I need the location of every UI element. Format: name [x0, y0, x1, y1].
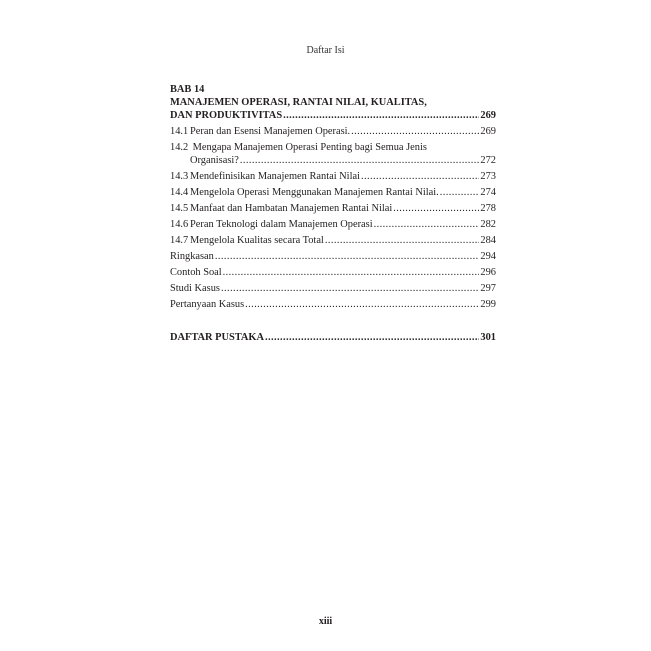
- toc-entry-14-4[interactable]: [170, 186, 496, 199]
- leader-dots: [221, 282, 479, 295]
- page-number: 296: [480, 267, 496, 278]
- page-number: 301: [480, 332, 496, 343]
- leader-dots: [283, 109, 479, 122]
- leader-dots: [440, 186, 480, 199]
- leader-dots: [393, 202, 479, 215]
- page-number: 274: [480, 187, 496, 198]
- section-title: Manfaat dan Hambatan Manajemen Rantai Nilai: [190, 203, 393, 214]
- toc-entry-14-2-line2[interactable]: [170, 154, 496, 167]
- leader-dots: [265, 331, 479, 344]
- toc-entry-14-6[interactable]: [170, 218, 496, 231]
- chapter-title-line1: MANAJEMEN OPERASI, RANTAI NILAI, KUALITAS,: [170, 97, 427, 108]
- section-number: 14.4: [170, 187, 189, 198]
- section-title-cont: Organisasi?: [190, 155, 239, 166]
- page-footer-number: xiii: [318, 616, 333, 627]
- section-number: 14.1: [170, 126, 189, 137]
- section-title: Peran Teknologi dalam Manajemen Operasi: [190, 219, 373, 230]
- toc-entry-chapter[interactable]: [170, 109, 496, 122]
- page-number: 272: [480, 155, 496, 166]
- toc-entry-ringkasan[interactable]: [170, 250, 496, 263]
- running-header: Daftar Isi: [306, 45, 345, 56]
- toc-entry-studi-kasus[interactable]: [170, 282, 496, 295]
- toc-entry-14-5[interactable]: [170, 202, 496, 215]
- section-number: 14.6: [170, 219, 189, 230]
- leader-dots: [374, 218, 480, 231]
- section-number: 14.3: [170, 171, 189, 182]
- leader-dots: [240, 154, 480, 167]
- leader-dots: [223, 266, 480, 279]
- toc-entry-14-1[interactable]: [170, 125, 496, 138]
- page-number: 299: [480, 299, 496, 310]
- chapter-label: BAB 14: [170, 84, 205, 95]
- toc-entry-14-2-line1[interactable]: [170, 141, 496, 154]
- page-number: 278: [480, 203, 496, 214]
- toc-entry-14-3[interactable]: [170, 170, 496, 183]
- page-number: 269: [480, 110, 496, 121]
- page-number: 269: [480, 126, 496, 137]
- section-title: Mengapa Manajemen Operasi Penting bagi Semua Jenis: [192, 142, 427, 153]
- page-number: 282: [480, 219, 496, 230]
- entry-title: Contoh Soal: [170, 267, 222, 278]
- section-number: 14.7: [170, 235, 189, 246]
- entry-title: Pertanyaan Kasus: [170, 299, 245, 310]
- toc-entry-daftar-pustaka[interactable]: [170, 331, 496, 344]
- page-number: 297: [480, 283, 496, 294]
- page-number: 273: [480, 171, 496, 182]
- entry-title: Ringkasan: [170, 251, 214, 262]
- chapter-title-line2: DAN PRODUKTIVITAS: [170, 110, 283, 121]
- section-title: Peran dan Esensi Manajemen Operasi.: [190, 126, 351, 137]
- toc-entry-pertanyaan-kasus[interactable]: [170, 298, 496, 311]
- leader-dots: [215, 250, 480, 263]
- entry-title: Studi Kasus: [170, 283, 220, 294]
- entry-title: DAFTAR PUSTAKA: [170, 332, 264, 343]
- section-title: Mendefinisikan Manajemen Rantai Nilai: [190, 171, 360, 182]
- leader-dots: [245, 298, 479, 311]
- toc-entry-contoh-soal[interactable]: [170, 266, 496, 279]
- section-number: 14.2: [170, 142, 189, 153]
- leader-dots: [361, 170, 479, 183]
- leader-dots: [325, 234, 480, 247]
- section-number: 14.5: [170, 203, 189, 214]
- page-number: 294: [480, 251, 496, 262]
- leader-dots: [351, 125, 479, 138]
- section-title: Mengelola Kualitas secara Total: [190, 235, 324, 246]
- page-number: 284: [480, 235, 496, 246]
- toc-entry-14-7[interactable]: [170, 234, 496, 247]
- section-title: Mengelola Operasi Menggunakan Manajemen Rantai Nilai.: [190, 187, 439, 198]
